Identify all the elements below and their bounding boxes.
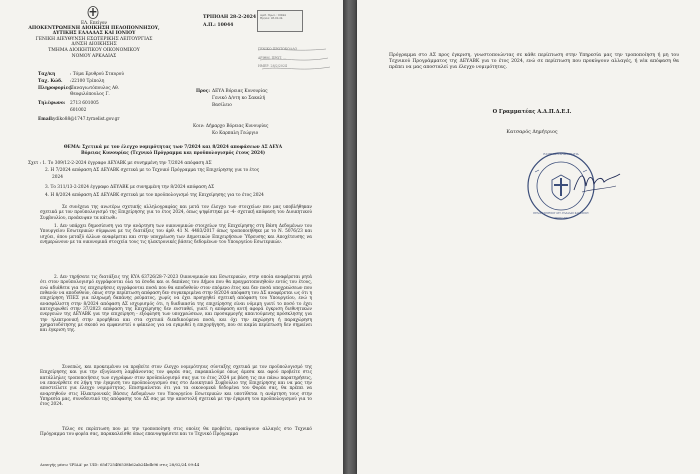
greek-emblem-icon (86, 5, 100, 19)
body-paragraph: 2. Δεν τηρήσατε τις διατάξεις της ΚΥΑ 63726/28-7-2023 Οικονομικών και Εσωτερικών, στην οποία αναφέρεται ρητά ότι στον προϋπολογισμό εγγράφονται όλα τα έσοδα και οι δαπάνες του Δήμου που θα πραγματοποιηθούν εντός του έτους, ενώ αδιάθετα για τις επιχειρήσεις εγγράφονται ποσά που θα αποδοθούν στον επόμενο έτος και δεν ποσά υποχρεώσεων που πιθανόν να αποδοθούν, όπως στην περίπτωση απόφαση δεν συγκεκριμένα στην 8/2024 απόφαση του ΔΣ αναφέρεται ως ότι η επιχείρηση ΥΠΕΣ για πληρωμή δαπάνης ρεύματος, χωρίς να έχει προηγηθεί σχετική απόφαση του Υπουργείου, ενώ η ανασφάλιστη στην 8/2024 απόφαση ΔΣ ισχυρισμός ότι, η διαδικασία της επιχείρησης είναι νόμιμη γιατί το ποσό το έχει κατοχυρωθεί στην 37/2023 απόφαση της Επιχείρησης δεν ευσταθεί, γιατί η απόφαση αυτή αφορά έγκριση διεθνητικών ενεργειών της ΔΕΥΑΒΚ για την επιχείρηση - εξόφληση των υποχρεώσεων, και προσαρμογής απαιτούμενης πρόσκλησης για την ηλεκτρονική στην προμήθεια και στα σχετικά διεκδικούμενα ποσά, και όχι την εκχώρηση ή παραχώρηση χρηματοδότησης με σκοπό να εμφανιστεί ο φάκελος για να εγκριθεί η επιχορήγηση, που σε καμία περίπτωση δεν σημαίνει και έγκριση της. (40, 275, 312, 334)
email-label: Email: (38, 117, 54, 122)
phone-label: Τηλέφωνο: (38, 101, 66, 106)
signatory-title: Ο Γραμματέας Α.Δ.Π.Δ.Ε.Ι. (492, 109, 572, 115)
info-value: Θεοφιλόπουλος Γ. (70, 92, 110, 97)
handwritten-line: ΓΕΝΙΚΟ ΠΡΩΤΟΚΟΛΛΟ (258, 47, 298, 51)
seal-text: ΠΕΛΟΠΟΝΝΗΣΟΥ ΔΥΤ. ΕΛΛΑΔΑΣ ΚΑΙ ΙΟΝΙΟΥ (533, 212, 589, 215)
info-label: Πληροφορίες: (38, 86, 73, 91)
document-page-2 (357, 0, 700, 474)
protocol-date: ΤΡΙΠΟΛΗ 28-2-2024 (203, 15, 257, 20)
email-value: ydiko88@1747.tyrxelist.gov.gr (53, 117, 120, 122)
reference-item: Σχετ : 1. Το 309/12-2-2024 έγγραφο ΔΕΥΑΒΚ με συνημμένη την 7/2024 απόφαση ΔΣ (28, 161, 212, 166)
reference-item: 2. Η 7/2024 απόφαση ΔΣ ΔΕΥΑΒΚ σχετικά με το Τεχνικό Πρόγραμμα της Επιχείρησης για το έτος (45, 168, 260, 173)
header-line: ΑΠΟΚΕΝΤΡΩΜΕΝΗ ΔΙΟΙΚΗΣΗ ΠΕΛΟΠΟΝΝΗΣΟΥ, (28, 25, 160, 31)
protocol-number: Α.Π.: 10044 (203, 23, 234, 28)
header-line: ΝΟΜΟΥ ΑΡΚΑΔΙΑΣ (71, 53, 117, 59)
reference-item: 2024 (52, 175, 63, 180)
header-line: ΓΕΝΙΚΗ ΔΙΕΥΘΥΝΣΗ ΕΣΩΤΕΡΙΚΗΣ ΛΕΙΤΟΥΡΓΙΑΣ (35, 36, 153, 42)
cc-line: Κο Καρπαλη Γεώργιο (212, 131, 259, 136)
protocol-stamp-box (257, 10, 303, 32)
stamp-line: Αριθ. Πρωτ.: 10044 (260, 14, 286, 17)
header-republic: ΕΛ. Επείγον (81, 20, 107, 25)
cc-line: Κοιν: Δήμαρχο Βόρειας Κυνουρίας (193, 124, 269, 129)
recipient-label: Προς: (196, 89, 210, 94)
header-line: ΤΜΗΜΑ ΔΙΟΙΚΗΤΙΚΟΥ ΟΙΚΟΝΟΜΙΚΟΥ (48, 47, 140, 53)
body-paragraph: Τέλος σε περίπτωση που με την τροποποίηση στις οποίες θα προβείτε, προκύψουν αλλαγές στο Τεχνικό Πρόγραμμα του φορέα σας, παρακαλείσθε όπως επανυψηφίσετε και το Τεχνικό Πρόγραμμα (40, 427, 312, 438)
postal-label: Ταχ. Κώδ. (38, 79, 63, 84)
phone-value: 2713 601005 (70, 101, 99, 106)
subject-line: ΘΕΜΑ: Σχετικά με τον έλεγχο νομιμότητας των 7/2024 και 8/2024 αποφάσεων ΔΣ ΔΕΥΑ (63, 145, 283, 150)
reference-item: 4. Η 8/2024 απόφαση ΔΣ ΔΕΥΑΒΚ σχετικά με τον προϋπολογισμό της Επιχείρησης για το έτος 2024 (45, 193, 264, 198)
postal-value: :22100 Τρίπολη (70, 79, 105, 84)
handwritten-line: ΗΜΕΡ. 28/2/2024 (258, 64, 287, 68)
seal-text: ΤΡΙΠΟΛΗ (554, 217, 568, 220)
seal-text: ΕΛΛΗΝΙΚΗ ΔΗΜΟΚΡΑΤΙΑ (543, 153, 579, 156)
closing-paragraph: Πρόγραμμα στο ΔΣ προς έγκριση, γνωστοποιώντας σε κάθε περίπτωση στην Υπηρεσία μας την τροποποίηση ή μη του Τεχνικού Προγράμματος της ΔΕΥΑΒΚ για το έτος 2024, ενώ σε περίπτωση που προκύψουν αλλαγές, ή νέα απόφαση θα πρέπει να μας αποσταλεί για έλεγχο νομιμότητας. (389, 53, 679, 70)
info-value: Παναγιωτόπουλος Αθ. (70, 86, 120, 91)
issuer-header (25, 20, 163, 59)
handwritten-line: ΑΡΙΘΜ. ΠΡΩΤ. ... (258, 56, 287, 60)
phone-value: 601002 (70, 108, 87, 113)
address-value: : Τόμα Ερυθρού Σταυρού (70, 72, 124, 77)
document-page-1 (0, 0, 343, 474)
body-paragraph: Συνεπώς, και προκειμένου να προβείτε στον έλεγχο νομιμότητας σύνταξης σχετικά με τον προϋπολογισμό της Επιχείρησης και για την εξυγίανση λαμβάνοντας τον φορέα σας, παρακαλούμε όπως άμεσα και αφού προβείτε στις κατάλληλες τροποποιήσεις των εγγράφων στον προϋπολογισμό σας για το έτος 2024 με βάση τις πιο πάνω παρατηρήσεις, να επανέρθετε σε λήψη την έγκριση του προϋπολογισμού σας στο Διοικητικό Συμβούλιο της Επιχείρησης και να μας την αποστείλετε για έλεγχο νομιμότητας. Επισημαίνεται ότι για τα οικονομικά δεδομένα του Φορέα σας, θα πρέπει να αναρτηθούν στις Ηλεκτρονικές Βάσεις Δεδομένων του Υπουργείου Εσωτερικών και υποτίθεται η ανάρτηση τους στην Υπηρεσία μας, συνοδευτικό της απόφασης του ΔΣ σας με την αποστολή σχετικά με την έγκριση του προϋπολογισμού για το έτος 2024. (40, 365, 312, 408)
subject-line: Βόρειας Κυνουρίας (Τεχνικό Πρόγραμμα και προϋπολογισμός έτους 2024) (80, 151, 266, 156)
recipient-line: Γενικό Δ/ντη κο Σακαλή (212, 96, 266, 101)
page-gap (343, 0, 357, 474)
signatory-name: Κατσαρός Δημήτριος (506, 130, 558, 135)
handwritten-signature (572, 168, 622, 196)
reference-item: 3. Το 311/13-2-2024 έγγραφο ΔΕΥΑΒΚ με συνημμένη την 8/2024 απόφαση ΔΣ (45, 185, 215, 190)
header-line: Δ/ΝΣΗ ΔΙΟΙΚΗΣΗΣ (71, 42, 117, 48)
address-label: Ταχ/κη (38, 72, 56, 77)
recipient-line: Βασίλειο (212, 103, 232, 108)
recipient-line: ΔΕΥΑ Βόρειας Κυνουρίας (212, 89, 268, 94)
body-paragraph: Σε συνέχεια της ανωτέρω σχετικής αλληλογραφίας και μετά τον έλεγχο των στοιχείων που μας υποβλήθηκαν σχετικά με τον προϋπολογισμό της Επιχείρησης για το έτος 2024, όπως ψηφίστηκε με -4- σχετική απόφαση του Διοικητικού Συμβουλίου, προέκυψαν τα κάτωθι: (40, 205, 312, 221)
stamp-line: Ημ/νια: 28-02-24 (260, 17, 283, 21)
body-paragraph: 1. Δεν υπάρχει δημοσίευση για την ανάρτηση των οικονομικών στοιχείων της Επιχείρησης στη Βάση Δεδομένων του Υπουργείου Εσωτερικών σύμφωνα με τις διατάξεις του άρθ. 41 Ν. 4483/2017 όπως τροποποιήθηκε με το Ν. 5076/23 και ισχύει, όπου μεταξύ άλλων αναφέρεται και στην υποχρέωση των Δημοτικών Επιχειρήσεων Ύδρευσης και Αποχέτευσης να ενημερώνουν με τα οικονομικά στοιχεία τους τις ηλεκτρονικές βάσεις δεδομένων του Υπουργείου Εσωτερικών. (40, 224, 312, 246)
document-footer: Διαυγής μέσω 'ΙΡΙΔΑ' με UID: 65d7254f6538b62ab24bdb96 στις 28/02/24 09:44 (40, 462, 200, 467)
header-line: ΔΥΤΙΚΗΣ ΕΛΛΑΔΑΣ ΚΑΙ ΙΟΝΙΟΥ (52, 31, 136, 37)
